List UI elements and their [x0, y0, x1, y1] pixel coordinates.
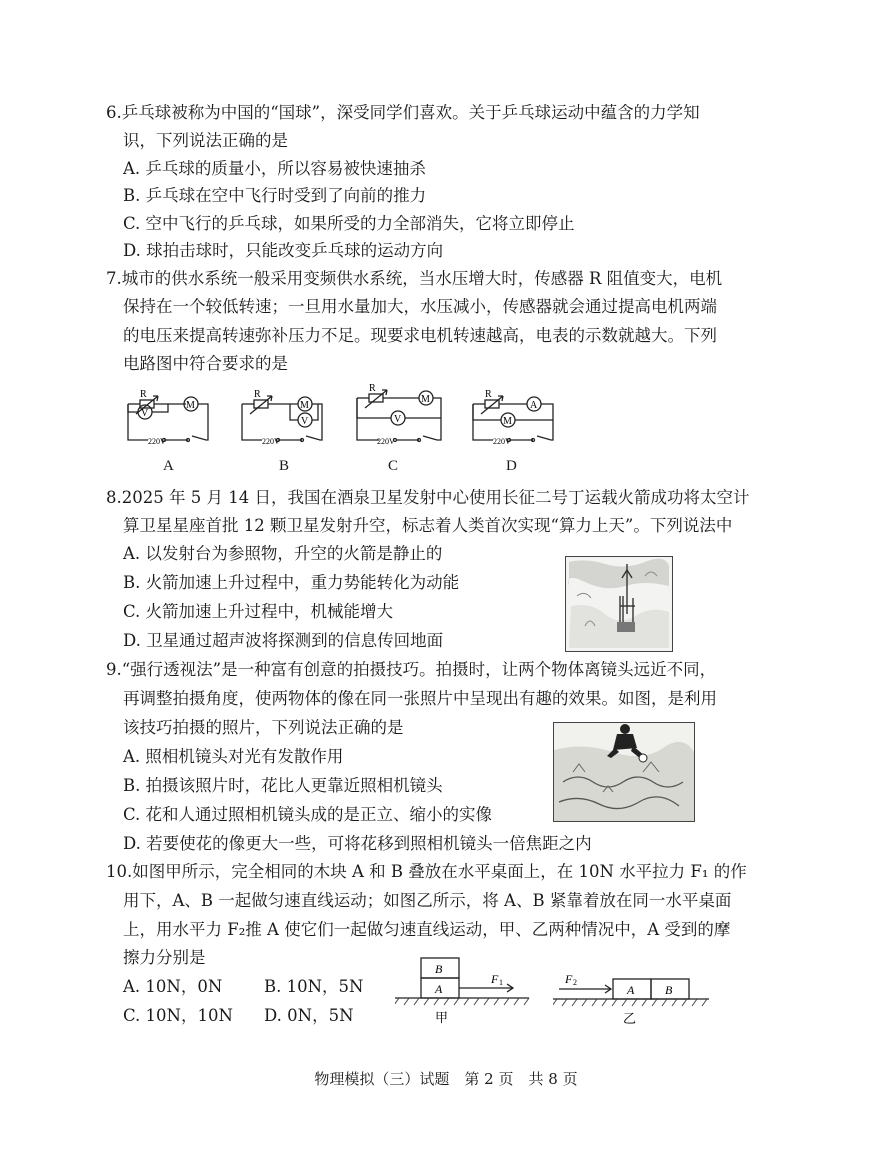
q10-option-c: C. 10N，10N	[123, 1006, 233, 1025]
q7-stem-line1: 7.城市的供水系统一般采用变频供水系统，当水压增大时，传感器 R 阻值变大，电机	[106, 269, 723, 288]
voltmeter-label: V	[394, 414, 402, 425]
resistor-label: R	[254, 389, 261, 400]
q6-option-d: D. 球拍击球时，只能改变乒乓球的运动方向	[123, 241, 444, 260]
q7-stem-line2: 保持在一个较低转速；一旦用水量加大，水压减小，传感器就会通过提高电机两端	[123, 297, 717, 316]
force-f1-label: F	[491, 972, 499, 986]
figure-yi-caption: 乙	[623, 1011, 637, 1026]
figure-jia-caption: 甲	[435, 1010, 449, 1025]
q6-option-b: B. 乒乓球在空中飞行时受到了向前的推力	[123, 186, 427, 205]
circuit-caption-b: B	[279, 458, 290, 474]
block-a-label: A	[435, 982, 443, 996]
q9-option-d: D. 若要使花的像更大一些，可将花移到照相机镜头一倍焦距之内	[123, 834, 592, 853]
force-f2-label: F	[565, 972, 573, 986]
ammeter-label: A	[530, 400, 538, 411]
figure-jia-stacked-blocks	[395, 952, 535, 1026]
q6-option-c: C. 空中飞行的乒乓球，如果所受的力全部消失，它将立即停止	[123, 214, 575, 233]
q8-option-d: D. 卫星通过超声波将探测到的信息传回地面	[123, 631, 444, 650]
resistor-label: R	[369, 383, 376, 394]
q7-stem-line4: 电路图中符合要求的是	[123, 354, 288, 373]
force-f2-subscript: 2	[573, 978, 577, 987]
circuit-caption-c: C	[388, 458, 399, 474]
q10-option-b: B. 10N，5N	[264, 977, 364, 996]
circuit-diagram-d	[463, 382, 563, 452]
block-b-label: B	[665, 983, 673, 997]
q7-stem-line3: 的电压来提高转速弥补压力不足。现要求电机转速越高，电表的示数就越大。下列	[123, 326, 717, 345]
q10-option-d: D. 0N，5N	[264, 1006, 354, 1025]
voltmeter-label: V	[301, 416, 309, 427]
q8-option-a: A. 以发射台为参照物，升空的火箭是静止的	[123, 544, 443, 563]
block-b-label: B	[435, 962, 443, 976]
q10-stem-line3: 上，用水平力 F₂推 A 使它们一起做匀速直线运动，甲、乙两种情况中，A 受到的摩	[123, 920, 731, 939]
page-footer: 物理模拟（三）试题 第 2 页 共 8 页	[314, 1070, 578, 1088]
q6-option-a: A. 乒乓球的质量小，所以容易被快速抽杀	[123, 159, 426, 178]
rocket-launch-photo	[565, 556, 673, 652]
resistor-label: R	[140, 389, 147, 400]
figure-yi-side-by-side-blocks	[553, 963, 713, 1027]
q10-stem-line4: 擦力分别是	[123, 948, 206, 967]
supply-label: 220V	[493, 437, 511, 446]
circuit-caption-d: D	[506, 458, 517, 474]
q9-option-a: A. 照相机镜头对光有发散作用	[123, 747, 344, 766]
q9-option-c: C. 花和人通过照相机镜头成的是正立、缩小的实像	[123, 805, 493, 824]
supply-label: 220V	[262, 437, 280, 446]
q9-stem-line3: 该技巧拍摄的照片，下列说法正确的是	[123, 718, 404, 737]
supply-label: 220V	[377, 437, 395, 446]
q10-stem-line1: 10.如图甲所示，完全相同的木块 A 和 B 叠放在水平桌面上，在 10N 水平拉力 F₁ 的作	[106, 862, 747, 881]
q9-stem-line2: 再调整拍摄角度，使两物体的像在同一张照片中呈现出有趣的效果。如图，是利用	[123, 689, 717, 708]
motor-label: M	[421, 394, 430, 405]
q6-stem-line2: 识，下列说法正确的是	[123, 131, 288, 150]
q10-option-a: A. 10N，0N	[123, 977, 223, 996]
circuit-diagram-b	[232, 382, 332, 452]
force-f1-subscript: 1	[499, 978, 503, 987]
q8-option-b: B. 火箭加速上升过程中，重力势能转化为动能	[123, 573, 460, 592]
q9-stem-line1: 9.“强行透视法”是一种富有创意的拍摄技巧。拍摄时，让两个物体离镜头远近不同，	[106, 660, 717, 679]
q10-stem-line2: 用下，A、B 一起做匀速直线运动；如图乙所示，将 A、B 紧靠着放在同一水平桌面	[123, 891, 732, 910]
q9-option-b: B. 拍摄该照片时，花比人更靠近照相机镜头	[123, 776, 443, 795]
block-a-label: A	[627, 983, 635, 997]
circuit-diagram-c	[349, 380, 449, 452]
q8-stem-line2: 算卫星星座首批 12 颗卫星发射升空，标志着人类首次实现“算力上天”。下列说法中	[123, 516, 733, 535]
motor-label: M	[503, 416, 512, 427]
circuit-diagram-a	[118, 382, 218, 452]
q8-stem-line1: 8.2025 年 5 月 14 日，我国在酒泉卫星发射中心使用长征二号丁运载火箭成功将太空计	[106, 488, 750, 507]
forced-perspective-photo	[553, 722, 695, 822]
voltmeter-label: V	[141, 408, 149, 419]
q8-option-c: C. 火箭加速上升过程中，机械能增大	[123, 602, 394, 621]
resistor-label: R	[485, 389, 492, 400]
circuit-caption-a: A	[163, 458, 174, 474]
supply-label: 220V	[148, 437, 166, 446]
motor-label: M	[186, 400, 195, 411]
q6-stem-line1: 6.乒乓球被称为中国的“国球”，深受同学们喜欢。关于乒乓球运动中蕴含的力学知	[106, 103, 700, 122]
motor-label: M	[300, 400, 309, 411]
